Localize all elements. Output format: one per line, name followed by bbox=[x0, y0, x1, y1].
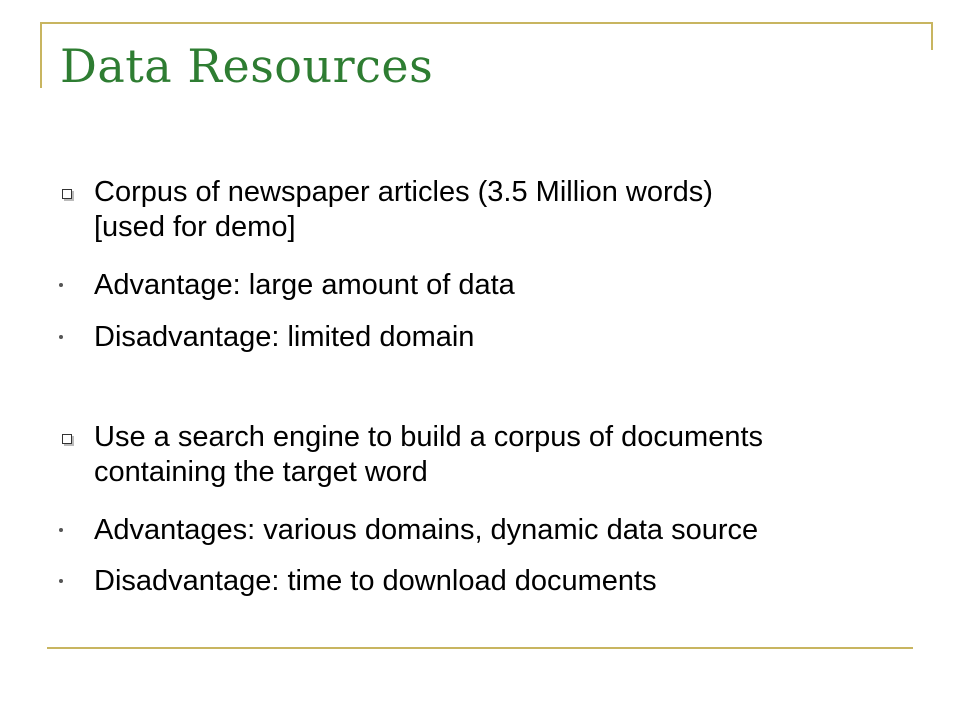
bullet-disadvantage-search bbox=[94, 564, 914, 599]
dot-bullet-icon bbox=[59, 335, 63, 339]
bullet-text-line: Advantages: various domains, dynamic data source bbox=[94, 514, 759, 546]
dot-bullet-icon bbox=[59, 579, 63, 583]
frame-top-rule bbox=[40, 22, 933, 24]
frame-left-rule bbox=[40, 22, 42, 88]
bullet-text-line: Corpus of newspaper articles (3.5 Million words) bbox=[94, 176, 713, 208]
bullet-disadvantage-newspaper bbox=[94, 320, 914, 355]
bullet-corpus-newspaper bbox=[94, 175, 914, 245]
bullet-advantage-newspaper bbox=[94, 268, 914, 303]
bullet-advantages-search bbox=[94, 513, 914, 548]
dot-bullet-icon bbox=[59, 283, 63, 287]
dot-bullet-icon bbox=[59, 528, 63, 532]
bullet-text-line: Use a search engine to build a corpus of documents bbox=[94, 421, 764, 453]
frame-right-rule bbox=[931, 22, 933, 50]
slide-title: Data Resources bbox=[60, 39, 434, 93]
square-bullet-icon bbox=[62, 434, 72, 444]
bullet-text-line: Disadvantage: time to download documents bbox=[94, 565, 657, 597]
bullet-text-line: Disadvantage: limited domain bbox=[94, 321, 475, 353]
frame-bottom-rule bbox=[47, 647, 913, 649]
bullet-search-engine bbox=[94, 420, 914, 490]
square-bullet-icon bbox=[62, 189, 72, 199]
bullet-text-line: [used for demo] bbox=[94, 211, 296, 243]
bullet-text-line: containing the target word bbox=[94, 456, 428, 488]
bullet-text-line: Advantage: large amount of data bbox=[94, 269, 515, 301]
